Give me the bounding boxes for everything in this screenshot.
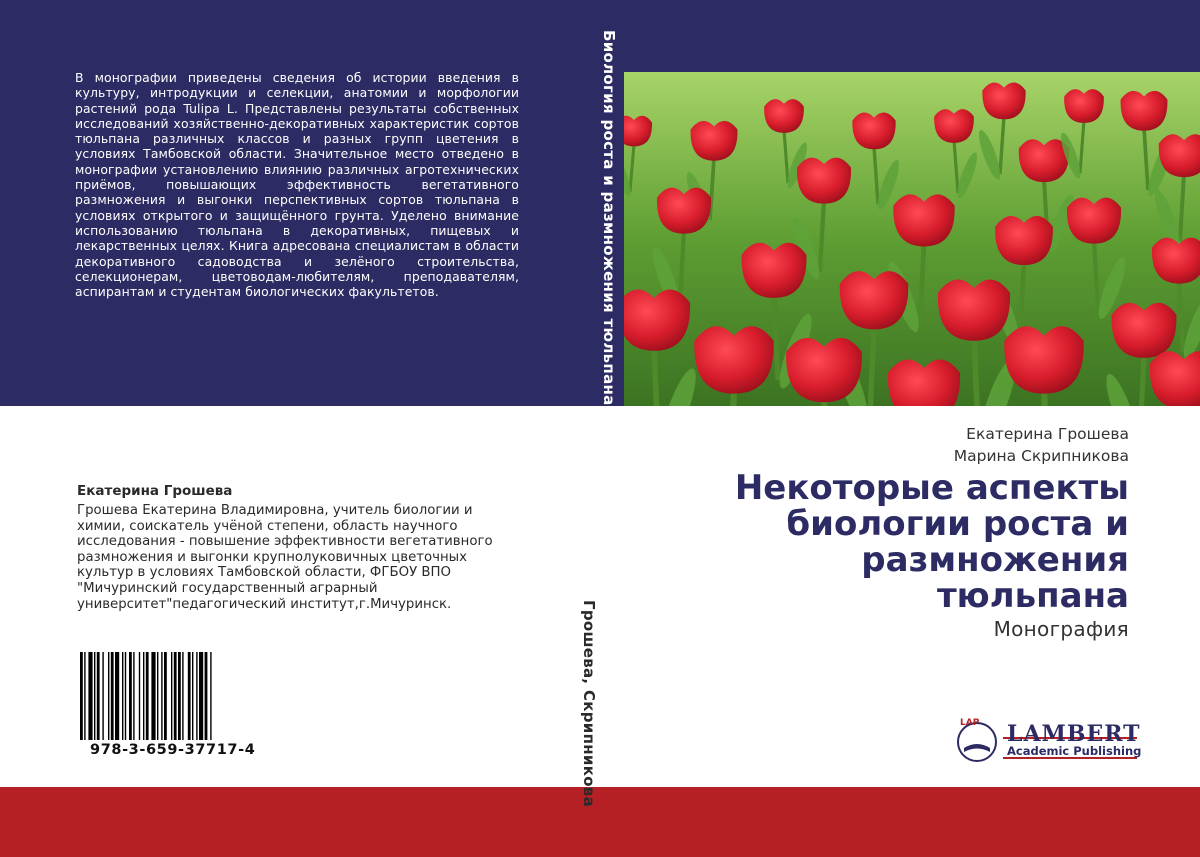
tulip-flower: [657, 188, 711, 234]
barcode-bar: [88, 652, 92, 740]
barcode-bar: [151, 652, 155, 740]
publisher-subtitle: Academic Publishing: [1007, 744, 1142, 758]
back-author-bio: Грошева Екатерина Владимировна, учитель биологии и химии, соискатель учёной степени, область научного исследования - повышение эффективности вегетативного размножения и выгонки крупнолуковичных цветочных культур в условиях Тамбовской области, ФГБОУ ВПО "Мичуринский государственный аграрный университет"педагогический институт,г.Мичуринск.: [77, 503, 493, 612]
barcode-bar: [146, 652, 149, 740]
barcode-bar: [80, 652, 83, 740]
tulip-flower: [1064, 89, 1104, 123]
barcode-bar: [182, 652, 183, 740]
tulip-flower: [1004, 326, 1083, 393]
tulip-flower: [797, 158, 851, 204]
barcode-bar: [115, 652, 119, 740]
tulip-flower: [694, 326, 773, 393]
barcode-bar: [111, 652, 114, 740]
book-title: Некоторые аспекты биологии роста и размножения тюльпана: [734, 468, 1129, 616]
back-author-name: Екатерина Грошева: [77, 483, 233, 499]
barcode: [80, 652, 244, 740]
barcode-bar: [174, 652, 177, 740]
tulip-flower: [786, 338, 862, 402]
publisher-name: LAMBERT: [1007, 721, 1141, 747]
tulip-flower: [938, 279, 1010, 340]
tulip-flower: [982, 82, 1025, 119]
barcode-bar: [196, 652, 197, 740]
barcode-bar: [133, 652, 134, 740]
tulip-flower: [995, 216, 1053, 265]
tulip-flower: [1019, 139, 1070, 182]
tulip-flower: [852, 112, 895, 149]
barcode-bar: [143, 652, 144, 740]
tulip-flower: [742, 243, 807, 298]
tulip-photo: [624, 72, 1200, 406]
barcode-bar: [84, 652, 85, 740]
tulip-flower: [1067, 198, 1121, 244]
spine-title: Биология роста и размножения тюльпана: [600, 30, 618, 406]
tulip-flower: [840, 271, 909, 329]
book-subtitle: Монография: [993, 617, 1129, 641]
barcode-bar: [129, 652, 132, 740]
front-authors: [954, 423, 1129, 467]
seal-ring-icon: [958, 723, 996, 761]
barcode-bar: [164, 652, 167, 740]
tulip-flower: [1112, 303, 1177, 358]
barcode-bar: [102, 652, 103, 740]
back-cover-blurb: В монографии приведены сведения об истории введения в культуру, интродукции и селекции, анатомии и морфологии растений рода Tulipa L. Представлены результаты собственных исследований хозяйственно-декоративных характеристик сортов тюльпана различных классов и разных групп цветения в условиях Тамбовской области. Значительное место отведено в монографии установлению влиянию различных агротехнических приёмов, повышающих эффективность вегетативного размножения и выгонки перспективных сортов тюльпана в условиях открытого и защищённого грунта. Уделено внимание использованию тюльпана в декоративных, пищевых и лекарственных целях. Книга адресована специалистам в области декоративного садоводства и зелёного строительства, селекционерам, цветоводам-любителям, преподавателям, аспирантам и студентам биологических факультетов.: [75, 70, 519, 300]
barcode-bar: [161, 652, 162, 740]
open-book-icon: [964, 744, 990, 752]
barcode-bar: [108, 652, 109, 740]
barcode-bar: [157, 652, 158, 740]
barcode-bar: [139, 652, 140, 740]
barcode-bar: [171, 652, 172, 740]
barcode-bar: [122, 652, 123, 740]
barcode-bar: [205, 652, 208, 740]
spine-authors: Грошева, Скрипникова: [580, 600, 598, 808]
cover-bottom-band: [0, 787, 1200, 857]
tulip-flower: [934, 109, 974, 143]
tulip-flower: [1121, 91, 1168, 131]
barcode-bar: [192, 652, 193, 740]
front-author-1: Екатерина Грошева: [966, 425, 1129, 443]
barcode-bar: [210, 652, 211, 740]
tulip-flower: [691, 121, 738, 161]
barcode-bar: [199, 652, 203, 740]
barcode-bar: [125, 652, 126, 740]
tulip-illustration: [624, 72, 1200, 406]
isbn-number: 978-3-659-37717-4: [90, 742, 256, 758]
lap-mark: LAP: [960, 718, 980, 728]
tulip-flower: [893, 194, 954, 246]
barcode-bar: [97, 652, 100, 740]
barcode-bar: [94, 652, 95, 740]
front-author-2: Марина Скрипникова: [953, 447, 1129, 465]
barcode-bar: [188, 652, 191, 740]
barcode-bar: [178, 652, 181, 740]
tulip-flower: [764, 99, 804, 133]
